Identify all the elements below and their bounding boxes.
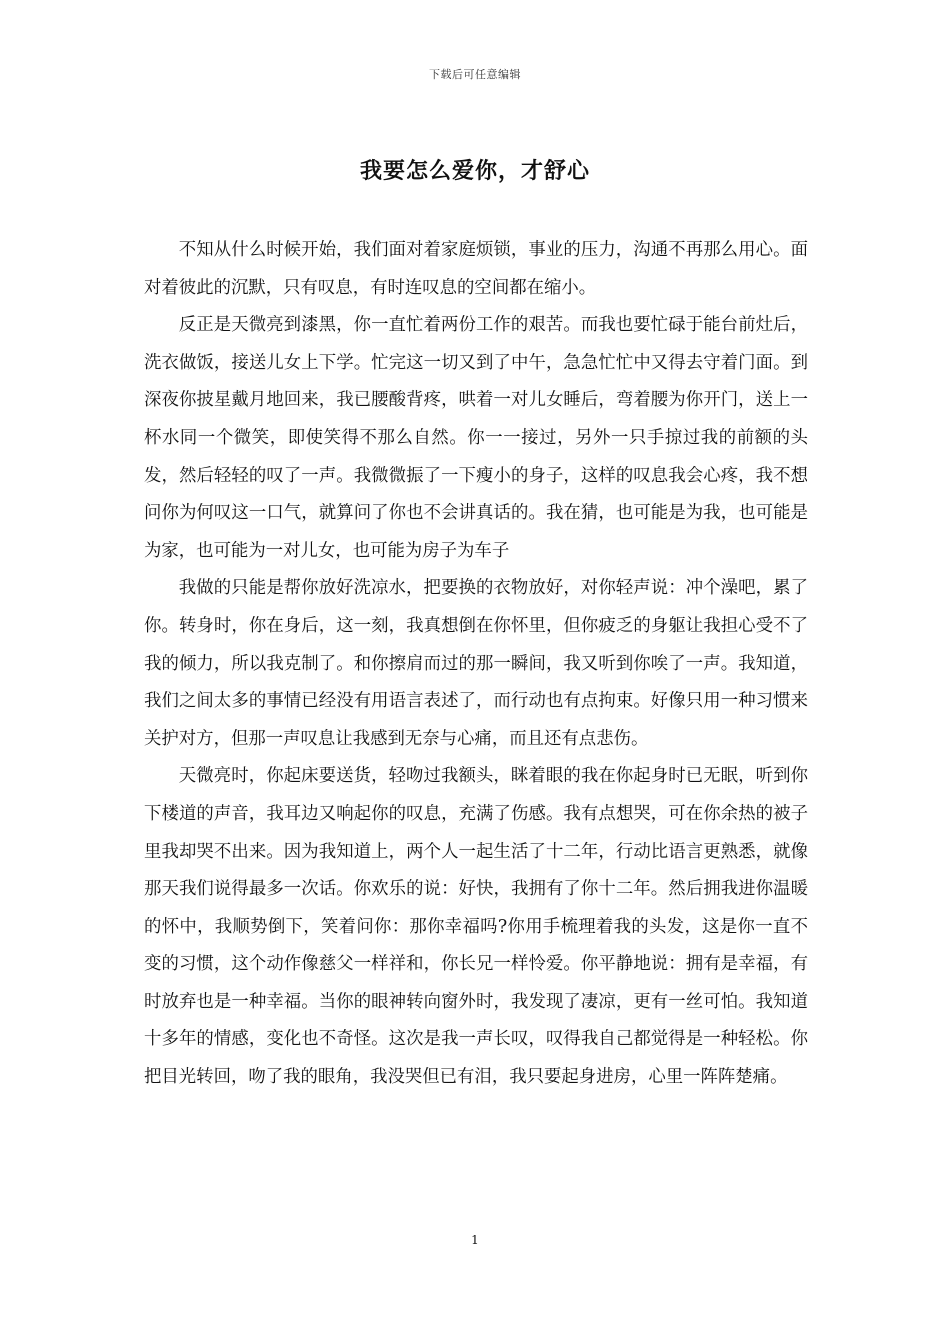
- paragraph: 不知从什么时候开始，我们面对着家庭烦锁，事业的压力，沟通不再那么用心。面对着彼此的沉默，只有叹息，有时连叹息的空间都在缩小。: [144, 240, 808, 298]
- page-number: 1: [471, 1233, 479, 1247]
- document-body: [144, 232, 808, 1097]
- paragraph: 我做的只能是帮你放好洗凉水，把要换的衣物放好，对你轻声说：冲个澡吧，累了你。转身时，你在身后，这一刻，我真想倒在你怀里，但你疲乏的身躯让我担心受不了我的倾力，所以我克制了。和你擦肩而过的那一瞬间，我又听到你唉了一声。我知道，我们之间太多的事情已经没有用语言表述了，而行动也有点拘束。好像只用一种习惯来关护对方，但那一声叹息让我感到无奈与心痛，而且还有点悲伤。: [144, 578, 808, 749]
- header-note: 下载后可任意编辑: [429, 68, 521, 81]
- document-title: 我要怎么爱你，才舒心: [359, 158, 590, 184]
- paragraph: 天微亮时，你起床要送货，轻吻过我额头，眯着眼的我在你起身时已无眠，听到你下楼道的声音，我耳边又响起你的叹息，充满了伤感。我有点想哭，可在你余热的被子里我却哭不出来。因为我知道上，两个人一起生活了十二年，行动比语言更熟悉，就像那天我们说得最多一次话。你欢乐的说：好快，我拥有了你十二年。然后拥我进你温暖的怀中，我顺势倒下，笑着问你：那你幸福吗?你用手梳理着我的头发，这是你一直不变的习惯，这个动作像慈父一样祥和，你长兄一样怜爱。你平静地说：拥有是幸福，有时放弃也是一种幸福。当你的眼神转向窗外时，我发现了凄凉，更有一丝可怕。我知道十多年的情感，变化也不奇怪。这次是我一声长叹，叹得我自己都觉得是一种轻松。你把目光转回，吻了我的眼角，我没哭但已有泪，我只要起身进房，心里一阵阵楚痛。: [144, 766, 808, 1088]
- paragraph: 反正是天微亮到漆黑，你一直忙着两份工作的艰苦。而我也要忙碌于能台前灶后，洗衣做饭，接送儿女上下学。忙完这一切又到了中午，急急忙忙中又得去守着门面。到深夜你披星戴月地回来，我已腰酸背疼，哄着一对儿女睡后，弯着腰为你开门，送上一杯水同一个微笑，即使笑得不那么自然。你一一接过，另外一只手掠过我的前额的头发，然后轻轻的叹了一声。我微微振了一下瘦小的身子，这样的叹息我会心疼，我不想问你为何叹这一口气，就算问了你也不会讲真话的。我在猜，也可能是为我，也可能是为家，也可能为一对儿女，也可能为房子为车子: [144, 315, 808, 561]
